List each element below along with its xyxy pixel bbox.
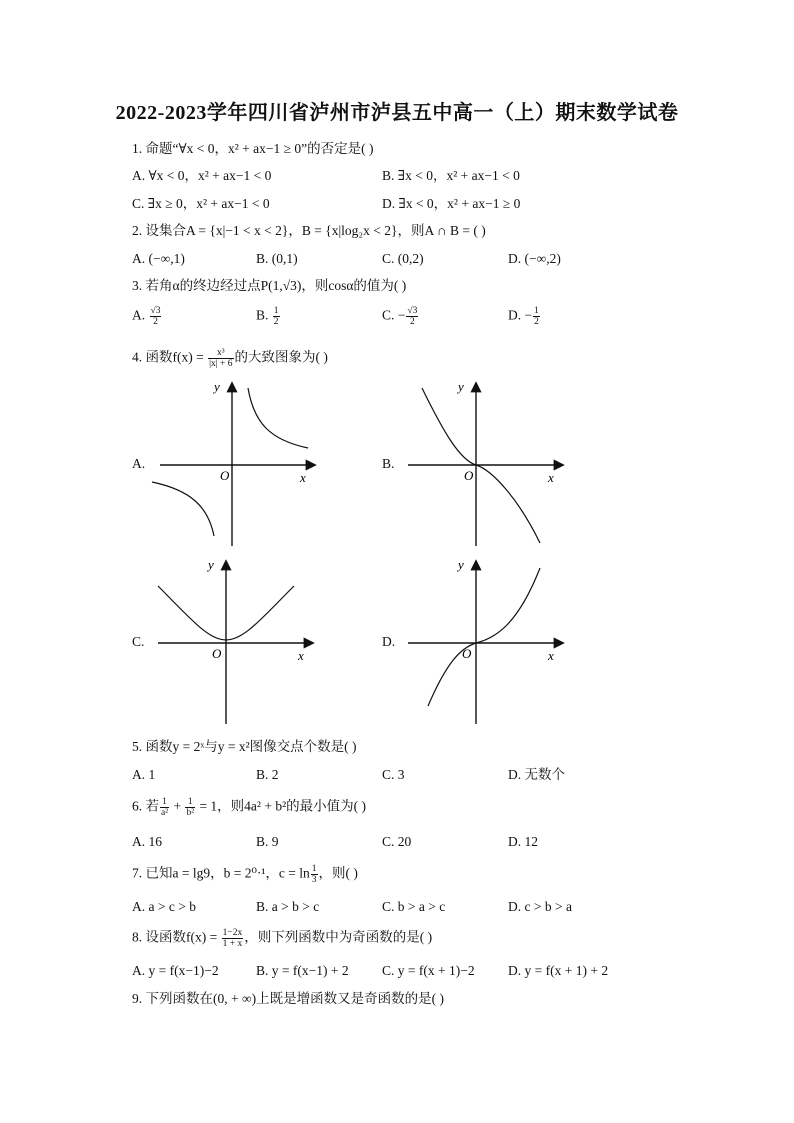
question-3-option-d bbox=[508, 306, 541, 327]
fraction-numerator: √3 bbox=[150, 306, 161, 316]
fraction-numerator: 1−2x bbox=[222, 928, 243, 938]
fraction-numerator: 1 bbox=[311, 864, 317, 874]
question-7-option-c: C. b > a > c bbox=[382, 899, 446, 914]
fraction-numerator: √3 bbox=[407, 306, 418, 316]
origin-label: O bbox=[462, 646, 472, 661]
question-5-option-a: A. 1 bbox=[132, 767, 156, 782]
question-6-option-b: B. 9 bbox=[256, 834, 279, 849]
fraction-numerator: 1 bbox=[534, 306, 539, 316]
option-letter: D. − bbox=[508, 307, 533, 323]
question-2-option-a: A. (−∞,1) bbox=[132, 251, 185, 266]
stem-text: 的大致图象为( ) bbox=[234, 349, 328, 365]
page-title: 2022-2023学年四川省泸州市泸县五中高一（上）期末数学试卷 bbox=[115, 102, 679, 124]
fraction bbox=[406, 306, 418, 327]
x-axis-label: x bbox=[300, 470, 306, 485]
question-1-option-b: B. ∃x < 0，x² + ax−1 < 0 bbox=[382, 168, 520, 183]
x-axis-label: x bbox=[298, 648, 304, 663]
question-2-stem: 2. 设集合A = {x|−1 < x < 2}，B = {x|log₂x < 2}，则A ∩ B = ( ) bbox=[132, 223, 486, 238]
question-3-option-b bbox=[256, 306, 281, 327]
graph-c bbox=[150, 556, 320, 726]
question-5-stem: 5. 函数y = 2ˣ与y = x²图像交点个数是( ) bbox=[132, 739, 357, 754]
question-1-option-a: A. ∀x < 0，x² + ax−1 < 0 bbox=[132, 168, 272, 183]
origin-label: O bbox=[464, 468, 474, 483]
question-5-option-b: B. 2 bbox=[256, 767, 279, 782]
question-5-option-c: C. 3 bbox=[382, 767, 405, 782]
y-axis-label: y bbox=[458, 379, 464, 394]
fraction-denominator: 2 bbox=[153, 317, 158, 327]
fraction-numerator: 1 bbox=[160, 797, 169, 808]
curve bbox=[428, 568, 540, 706]
y-axis-label: y bbox=[208, 557, 214, 572]
stem-text: 8. 设函数f(x) = bbox=[132, 929, 218, 945]
question-3-stem: 3. 若角α的终边经过点P(1,√3)，则cosα的值为( ) bbox=[132, 278, 407, 293]
curve bbox=[152, 482, 214, 536]
fraction-denominator: 1 + x bbox=[222, 939, 243, 949]
graph-b bbox=[400, 378, 570, 548]
y-axis-label: y bbox=[214, 379, 220, 394]
x-axis-label: x bbox=[548, 470, 554, 485]
fraction-denominator: |x| + 6 bbox=[209, 359, 233, 369]
question-3-option-a bbox=[132, 306, 162, 327]
graph-a bbox=[150, 378, 320, 548]
graph-b-label: B. bbox=[382, 456, 395, 471]
stem-text: 7. 已知a = lg9，b = 2⁰·¹，c = ln bbox=[132, 865, 310, 881]
stem-text: 4. 函数f(x) = bbox=[132, 349, 204, 365]
question-2-option-d: D. (−∞,2) bbox=[508, 251, 561, 266]
fraction-denominator: 2 bbox=[409, 317, 415, 327]
question-7-option-d: D. c > b > a bbox=[508, 899, 572, 914]
question-8-stem bbox=[132, 928, 432, 949]
origin-label: O bbox=[212, 646, 222, 661]
fraction bbox=[311, 864, 318, 885]
question-6-stem bbox=[132, 797, 366, 818]
question-7-stem bbox=[132, 864, 358, 885]
fraction-denominator: b² bbox=[186, 808, 195, 818]
question-6-option-a: A. 16 bbox=[132, 834, 162, 849]
question-1-stem: 1. 命题“∀x < 0，x² + ax−1 ≥ 0”的否定是( ) bbox=[132, 141, 374, 156]
question-8-option-d: D. y = f(x + 1) + 2 bbox=[508, 963, 609, 978]
fraction-denominator: a² bbox=[161, 808, 169, 818]
question-7-option-b: B. a > b > c bbox=[256, 899, 320, 914]
fraction-denominator: 2 bbox=[273, 317, 279, 327]
fraction bbox=[185, 797, 195, 818]
stem-text: = 1，则4a² + b²的最小值为( ) bbox=[199, 798, 366, 814]
graph-a-label: A. bbox=[132, 456, 146, 471]
origin-label: O bbox=[220, 468, 230, 483]
fraction-numerator: x³ bbox=[208, 348, 233, 359]
fraction bbox=[160, 797, 169, 818]
fraction bbox=[273, 306, 280, 327]
fraction-numerator: 1 bbox=[185, 797, 195, 808]
option-letter: B. bbox=[256, 307, 269, 323]
plus-sign: + bbox=[173, 798, 182, 814]
y-axis-label: y bbox=[458, 557, 464, 572]
stem-text: ，则( ) bbox=[318, 865, 358, 881]
stem-text: 6. 若 bbox=[132, 798, 159, 814]
question-6-option-c: C. 20 bbox=[382, 834, 412, 849]
fraction bbox=[208, 348, 233, 369]
graph-d bbox=[400, 556, 570, 726]
fraction-denominator: 2 bbox=[534, 317, 539, 327]
question-8-option-a: A. y = f(x−1)−2 bbox=[132, 963, 219, 978]
option-letter: C. − bbox=[382, 307, 406, 323]
option-letter: A. bbox=[132, 307, 146, 323]
question-2-option-b: B. (0,1) bbox=[256, 251, 298, 266]
question-8-option-b: B. y = f(x−1) + 2 bbox=[256, 963, 349, 978]
stem-text: ，则下列函数中为奇函数的是( ) bbox=[244, 929, 433, 945]
question-6-option-d: D. 12 bbox=[508, 834, 538, 849]
fraction bbox=[150, 306, 162, 327]
question-2-option-c: C. (0,2) bbox=[382, 251, 424, 266]
question-1-option-c: C. ∃x ≥ 0，x² + ax−1 < 0 bbox=[132, 196, 270, 211]
question-5-option-d: D. 无数个 bbox=[508, 767, 565, 782]
fraction bbox=[533, 306, 540, 327]
fraction-numerator: 1 bbox=[273, 306, 279, 316]
curve bbox=[248, 388, 308, 448]
question-3-option-c bbox=[382, 306, 419, 327]
fraction bbox=[222, 928, 244, 949]
question-9-stem: 9. 下列函数在(0, + ∞)上既是增函数又是奇函数的是( ) bbox=[132, 991, 444, 1006]
question-8-option-c: C. y = f(x + 1)−2 bbox=[382, 963, 475, 978]
x-axis-label: x bbox=[548, 648, 554, 663]
fraction-denominator: 3 bbox=[311, 875, 317, 885]
question-7-option-a: A. a > c > b bbox=[132, 899, 196, 914]
question-4-stem bbox=[132, 348, 328, 369]
question-1-option-d: D. ∃x < 0，x² + ax−1 ≥ 0 bbox=[382, 196, 521, 211]
graph-d-label: D. bbox=[382, 634, 396, 649]
graph-c-label: C. bbox=[132, 634, 145, 649]
